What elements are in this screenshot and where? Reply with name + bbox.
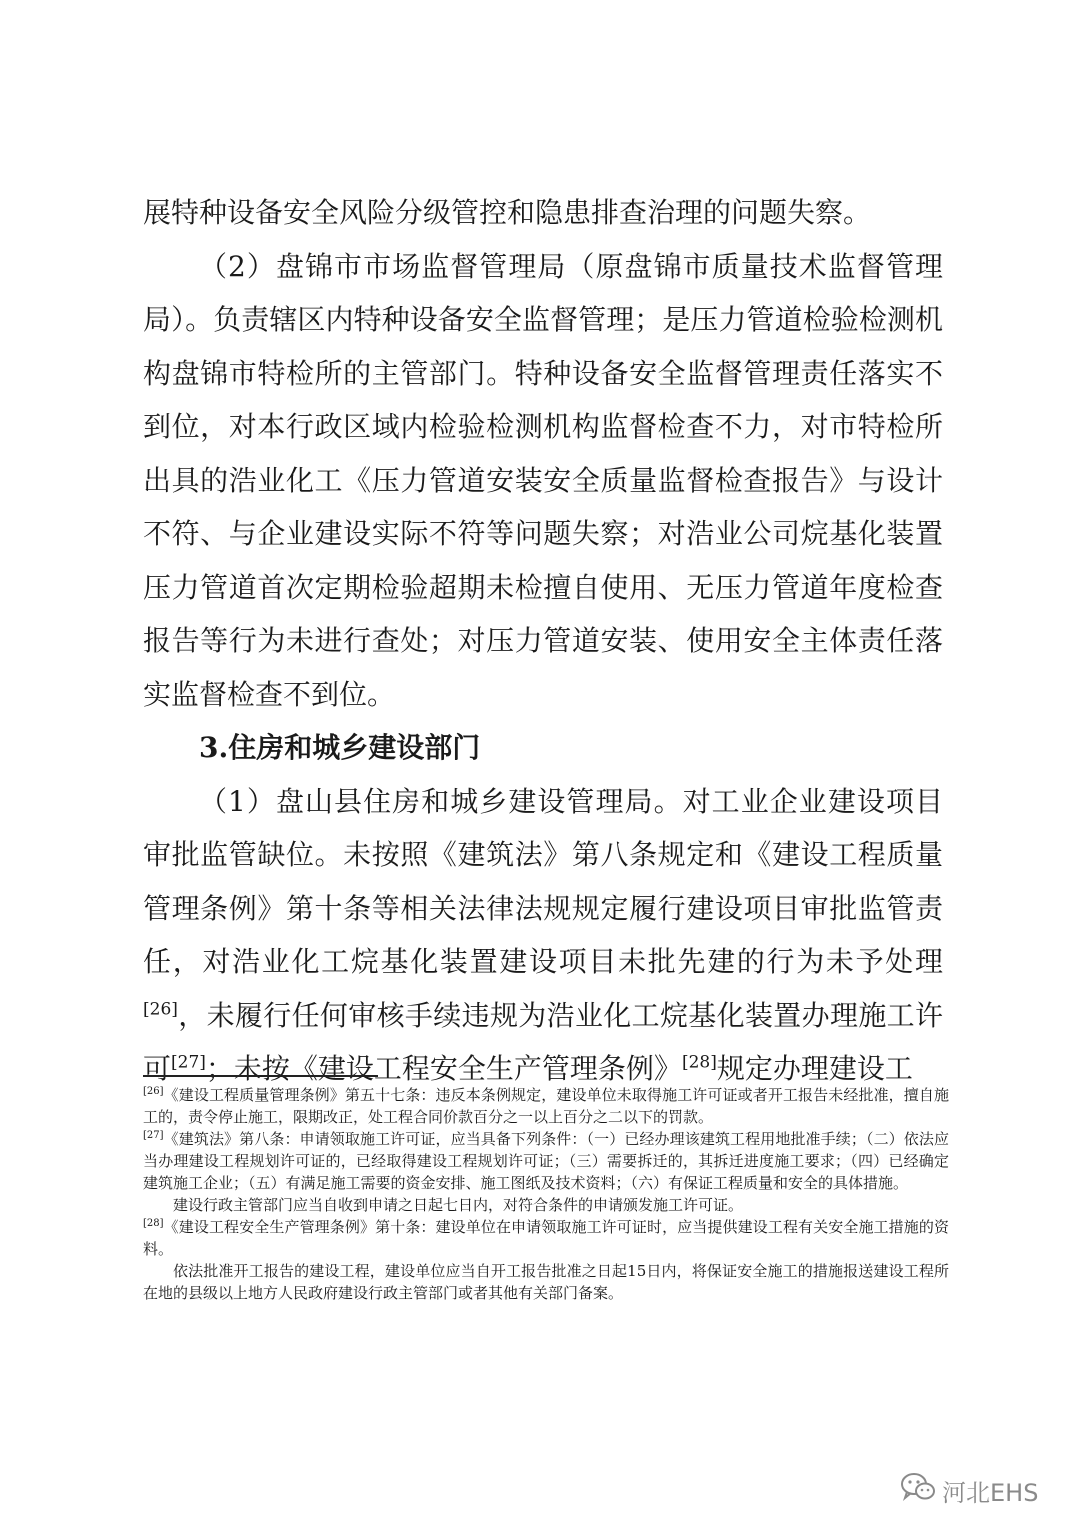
footnote-28-continued: 依法批准开工报告的建设工程，建设单位应当自开工报告批准之日起15日内，将保证安全施工的措施报送建设工程所在地的县级以上地方人民政府建设行政主管部门或者其他有关部门备案。 [143,1262,949,1302]
footnote-27-continued: 建设行政主管部门应当自收到申请之日起七日内，对符合条件的申请颁发施工许可证。 [173,1196,744,1214]
footnote-mark: [28] [143,1218,164,1229]
watermark-text: 河北EHS [942,1478,1039,1507]
footnote-28 [143,1216,949,1260]
main-body-text [143,186,943,1096]
paragraph-text-part: ；未按《建设工程安全生产管理条例》 [205,1052,682,1085]
watermark [900,1472,1038,1508]
paragraph-text-part: 规定办理建设工 [716,1052,913,1085]
footnote-26 [143,1084,949,1128]
footnote-divider [143,1075,378,1077]
wechat-icon [900,1472,936,1508]
paragraph-continuation: 展特种设备安全风险分级管控和隐患排查治理的问题失察。 [143,196,872,229]
footnote-27 [143,1128,949,1194]
footnotes-section [143,1084,949,1304]
paragraph-text-part: ，未履行任何审核手续违规为浩业化工烷基化装置办理施工许可 [143,998,943,1085]
footnote-text: 《建设工程安全生产管理条例》第十条：建设单位在申请领取施工许可证时，应当提供建设工程有关安全施工措施的资料。 [143,1218,949,1258]
footnote-ref-26[interactable]: [26] [143,999,178,1020]
footnote-text: 《建筑法》第八条：申请领取施工许可证，应当具备下列条件：（一）已经办理该建筑工程用地批准手续；（二）依法应当办理建设工程规划许可证的，已经取得建设工程规划许可证；（三）需要拆迁的，其拆迁进度施工要求；（四）已经确定建筑施工企业；（五）有满足施工需要的资金安排、施工图纸及技术资料；（六）有保证工程质量和安全的具体措施。 [143,1130,949,1192]
section-heading-housing: 3.住房和城乡建设部门 [199,731,481,764]
paragraph-text-part: （1）盘山县住房和城乡建设管理局。对工业企业建设项目审批监管缺位。未按照《建筑法》第八条规定和《建设工程质量管理条例》第十条等相关法律法规规定履行建设项目审批监管责任，对浩业化工烷基化装置建设项目未批先建的行为未予处理 [143,784,943,978]
footnote-ref-27[interactable]: [27] [171,1052,206,1073]
footnote-ref-28[interactable]: [28] [681,1052,717,1073]
footnote-text: 《建设工程质量管理条例》第五十七条：违反本条例规定，建设单位未取得施工许可证或者开工报告未经批准，擅自施工的，责令停止施工，限期改正，处工程合同价款百分之一以上百分之二以下的罚款。 [143,1086,949,1126]
footnote-mark: [26] [143,1086,164,1097]
paragraph-panshan-housing-bureau [143,775,943,1096]
paragraph-panjin-market-bureau: （2）盘锦市市场监督管理局（原盘锦市质量技术监督管理局）。负责辖区内特种设备安全监督管理；是压力管道检验检测机构盘锦市特检所的主管部门。特种设备安全监督管理责任落实不到位，对本行政区域内检验检测机构监督检查不力，对市特检所出具的浩业化工《压力管道安装安全质量监督检查报告》与设计不符、与企业建设实际不符等问题失察；对浩业公司烷基化装置压力管道首次定期检验超期未检擅自使用、无压力管道年度检查报告等行为未进行查处；对压力管道安装、使用安全主体责任落实监督检查不到位。 [143,249,943,711]
footnote-mark: [27] [143,1130,164,1141]
